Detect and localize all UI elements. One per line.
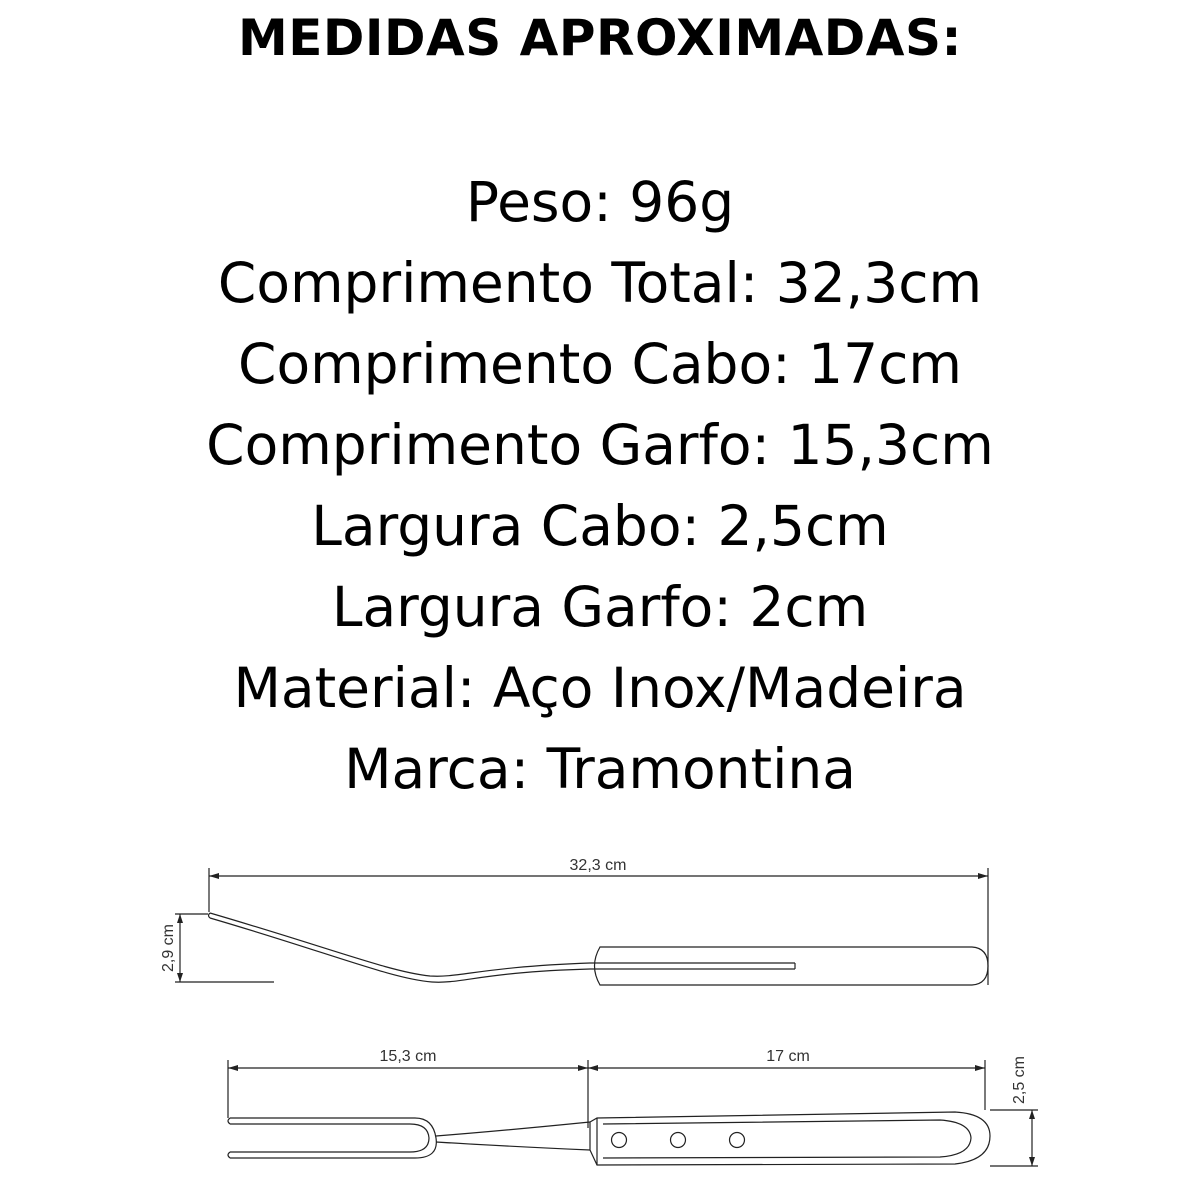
top-fork-inner-edge xyxy=(230,1124,429,1152)
spec-handle-length: Comprimento Cabo: 17cm xyxy=(238,332,962,396)
side-tine-bottom-edge xyxy=(210,918,590,982)
arrow-right-icon xyxy=(975,1065,985,1071)
side-tine-tip xyxy=(209,913,211,918)
rivet-2 xyxy=(671,1133,686,1148)
top-handle-tang-outline xyxy=(603,1120,971,1158)
arrow-up-icon xyxy=(1029,1110,1035,1119)
rivet-3 xyxy=(730,1133,745,1148)
spec-fork-length: Comprimento Garfo: 15,3cm xyxy=(206,413,994,477)
spec-handle-width: Largura Cabo: 2,5cm xyxy=(311,494,889,558)
top-tine-tip-upper xyxy=(228,1118,230,1124)
arrow-right-icon xyxy=(578,1065,588,1071)
total-length-label: 32,3 cm xyxy=(569,857,627,874)
height-label: 2,9 cm xyxy=(160,923,177,973)
spec-fork-width: Largura Garfo: 2cm xyxy=(331,575,869,639)
top-tine-tip-lower xyxy=(228,1152,230,1158)
spec-weight: Peso: 96g xyxy=(465,170,735,234)
arrow-right-icon xyxy=(978,873,988,879)
handle-length-label: 17 cm xyxy=(766,1048,810,1065)
page-title: MEDIDAS APROXIMADAS: xyxy=(237,9,962,67)
side-tine-top-edge xyxy=(210,913,590,976)
fork-length-label: 15,3 cm xyxy=(379,1048,437,1065)
spec-total-length: Comprimento Total: 32,3cm xyxy=(217,251,983,315)
arrow-down-icon xyxy=(177,973,183,982)
arrow-left-icon xyxy=(588,1065,598,1071)
top-view xyxy=(228,1060,1038,1166)
spec-brand: Marca: Tramontina xyxy=(344,737,856,801)
rivet-1 xyxy=(612,1133,627,1148)
arrow-down-icon xyxy=(1029,1157,1035,1166)
top-neck-upper xyxy=(436,1122,590,1136)
arrow-left-icon xyxy=(228,1065,238,1071)
arrow-up-icon xyxy=(177,914,183,923)
side-handle xyxy=(595,947,989,985)
arrow-left-icon xyxy=(209,873,219,879)
spec-material: Material: Aço Inox/Madeira xyxy=(233,656,967,720)
side-view xyxy=(175,868,988,985)
top-neck-lower xyxy=(436,1142,590,1150)
handle-width-label: 2,5 cm xyxy=(1011,1055,1028,1105)
